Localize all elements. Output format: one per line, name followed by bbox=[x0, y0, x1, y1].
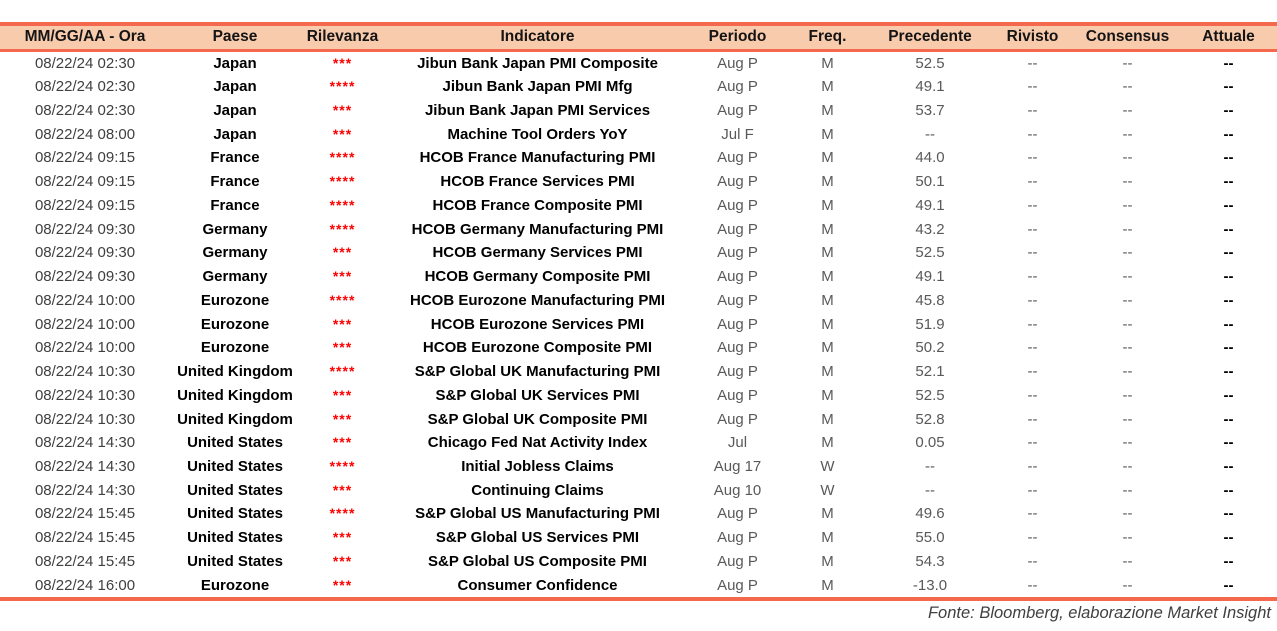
cell-revised: -- bbox=[1027, 505, 1038, 523]
cell-datetime: 08/22/24 02:30 bbox=[34, 101, 136, 119]
cell-consensus: -- bbox=[1122, 434, 1133, 452]
cell-previous: 0.05 bbox=[915, 434, 945, 452]
cell-freq: M bbox=[821, 363, 834, 381]
cell-datetime: 08/22/24 16:00 bbox=[34, 576, 136, 594]
cell-previous: 52.1 bbox=[915, 363, 945, 381]
header-row bbox=[0, 24, 1277, 50]
table-row bbox=[0, 574, 1277, 600]
cell-previous: 51.9 bbox=[915, 315, 945, 333]
cell-actual: -- bbox=[1223, 54, 1234, 72]
cell-consensus: -- bbox=[1122, 244, 1133, 262]
economic-calendar-table bbox=[0, 22, 1277, 601]
cell-period: Aug P bbox=[717, 54, 758, 72]
cell-indicator: HCOB France Composite PMI bbox=[432, 196, 643, 214]
cell-freq: M bbox=[821, 315, 834, 333]
cell-stars: **** bbox=[329, 505, 356, 522]
cell-revised: -- bbox=[1027, 291, 1038, 309]
cell-previous: 53.7 bbox=[915, 101, 945, 119]
cell-period: Aug P bbox=[717, 410, 758, 428]
cell-period: Aug P bbox=[717, 339, 758, 357]
table-row bbox=[0, 431, 1277, 455]
cell-datetime: 08/22/24 09:15 bbox=[34, 196, 136, 214]
cell-actual: -- bbox=[1223, 505, 1234, 523]
cell-actual: -- bbox=[1223, 457, 1234, 475]
cell-freq: M bbox=[821, 529, 834, 547]
cell-freq: W bbox=[820, 457, 835, 475]
cell-period: Jul F bbox=[721, 125, 754, 143]
col-header-previous: Precedente bbox=[870, 24, 990, 50]
cell-period: Aug P bbox=[717, 576, 758, 594]
cell-previous: 52.5 bbox=[915, 54, 945, 72]
cell-indicator: HCOB Eurozone Manufacturing PMI bbox=[410, 291, 665, 309]
table-row bbox=[0, 550, 1277, 574]
cell-previous: 54.3 bbox=[915, 552, 945, 570]
cell-consensus: -- bbox=[1122, 268, 1133, 286]
cell-country: France bbox=[210, 173, 260, 191]
cell-consensus: -- bbox=[1122, 173, 1133, 191]
cell-period: Aug P bbox=[717, 268, 758, 286]
cell-actual: -- bbox=[1223, 339, 1234, 357]
cell-datetime: 08/22/24 10:30 bbox=[34, 386, 136, 404]
cell-datetime: 08/22/24 14:30 bbox=[34, 481, 136, 499]
cell-previous: -13.0 bbox=[912, 576, 948, 594]
cell-indicator: HCOB France Manufacturing PMI bbox=[419, 149, 656, 167]
col-header-country: Paese bbox=[170, 24, 300, 50]
cell-country: United Kingdom bbox=[177, 410, 293, 428]
cell-period: Aug 17 bbox=[713, 457, 762, 475]
table-row bbox=[0, 241, 1277, 265]
cell-revised: -- bbox=[1027, 552, 1038, 570]
cell-country: Germany bbox=[202, 220, 268, 238]
table-row bbox=[0, 75, 1277, 99]
cell-freq: M bbox=[821, 196, 834, 214]
cell-freq: M bbox=[821, 576, 834, 594]
cell-actual: -- bbox=[1223, 220, 1234, 238]
cell-actual: -- bbox=[1223, 101, 1234, 119]
cell-indicator: Continuing Claims bbox=[471, 481, 604, 499]
cell-country: Japan bbox=[213, 101, 257, 119]
col-header-period: Periodo bbox=[690, 24, 785, 50]
table-row bbox=[0, 384, 1277, 408]
cell-consensus: -- bbox=[1122, 529, 1133, 547]
cell-previous: 49.6 bbox=[915, 505, 945, 523]
cell-datetime: 08/22/24 10:30 bbox=[34, 410, 136, 428]
cell-country: Japan bbox=[213, 125, 257, 143]
table-row bbox=[0, 408, 1277, 432]
cell-period: Aug P bbox=[717, 529, 758, 547]
cell-stars: *** bbox=[332, 410, 353, 427]
table-row bbox=[0, 336, 1277, 360]
cell-actual: -- bbox=[1223, 196, 1234, 214]
cell-actual: -- bbox=[1223, 291, 1234, 309]
cell-revised: -- bbox=[1027, 481, 1038, 499]
cell-stars: *** bbox=[332, 315, 353, 332]
cell-previous: 49.1 bbox=[915, 78, 945, 96]
cell-revised: -- bbox=[1027, 457, 1038, 475]
col-header-frequency: Freq. bbox=[785, 24, 870, 50]
cell-actual: -- bbox=[1223, 78, 1234, 96]
cell-country: Eurozone bbox=[200, 339, 270, 357]
cell-country: United States bbox=[187, 505, 283, 523]
cell-country: United States bbox=[187, 552, 283, 570]
cell-consensus: -- bbox=[1122, 386, 1133, 404]
cell-freq: M bbox=[821, 54, 834, 72]
table-row bbox=[0, 502, 1277, 526]
cell-indicator: HCOB Germany Composite PMI bbox=[424, 268, 651, 286]
cell-consensus: -- bbox=[1122, 481, 1133, 499]
cell-stars: **** bbox=[329, 291, 356, 308]
cell-country: United States bbox=[187, 434, 283, 452]
cell-consensus: -- bbox=[1122, 78, 1133, 96]
cell-actual: -- bbox=[1223, 149, 1234, 167]
col-header-relevance: Rilevanza bbox=[300, 24, 385, 50]
cell-consensus: -- bbox=[1122, 315, 1133, 333]
cell-freq: M bbox=[821, 339, 834, 357]
cell-datetime: 08/22/24 14:30 bbox=[34, 457, 136, 475]
cell-freq: M bbox=[821, 125, 834, 143]
cell-indicator: Consumer Confidence bbox=[457, 576, 618, 594]
cell-previous: 49.1 bbox=[915, 268, 945, 286]
table-row bbox=[0, 146, 1277, 170]
cell-revised: -- bbox=[1027, 576, 1038, 594]
cell-indicator: HCOB Germany Services PMI bbox=[432, 244, 643, 262]
cell-consensus: -- bbox=[1122, 552, 1133, 570]
cell-revised: -- bbox=[1027, 54, 1038, 72]
cell-datetime: 08/22/24 09:30 bbox=[34, 244, 136, 262]
cell-freq: M bbox=[821, 434, 834, 452]
cell-period: Aug P bbox=[717, 149, 758, 167]
cell-freq: M bbox=[821, 410, 834, 428]
cell-freq: M bbox=[821, 149, 834, 167]
cell-datetime: 08/22/24 09:30 bbox=[34, 268, 136, 286]
cell-actual: -- bbox=[1223, 173, 1234, 191]
cell-indicator: S&P Global US Services PMI bbox=[435, 529, 640, 547]
cell-country: France bbox=[210, 196, 260, 214]
cell-revised: -- bbox=[1027, 410, 1038, 428]
cell-indicator: Jibun Bank Japan PMI Mfg bbox=[442, 78, 633, 96]
cell-stars: **** bbox=[329, 78, 356, 95]
cell-previous: -- bbox=[925, 481, 935, 499]
cell-previous: 55.0 bbox=[915, 529, 945, 547]
cell-freq: M bbox=[821, 220, 834, 238]
cell-stars: **** bbox=[329, 149, 356, 166]
cell-country: Japan bbox=[213, 54, 257, 72]
cell-freq: M bbox=[821, 268, 834, 286]
cell-stars: *** bbox=[332, 125, 353, 142]
cell-consensus: -- bbox=[1122, 196, 1133, 214]
cell-datetime: 08/22/24 02:30 bbox=[34, 78, 136, 96]
cell-indicator: Chicago Fed Nat Activity Index bbox=[427, 434, 648, 452]
cell-previous: 43.2 bbox=[915, 220, 945, 238]
cell-period: Aug P bbox=[717, 552, 758, 570]
cell-actual: -- bbox=[1223, 125, 1234, 143]
cell-period: Aug P bbox=[717, 363, 758, 381]
cell-period: Aug P bbox=[717, 196, 758, 214]
cell-revised: -- bbox=[1027, 339, 1038, 357]
table-row bbox=[0, 289, 1277, 313]
cell-actual: -- bbox=[1223, 434, 1234, 452]
cell-freq: M bbox=[821, 505, 834, 523]
cell-stars: *** bbox=[332, 434, 353, 451]
cell-country: Japan bbox=[213, 78, 257, 96]
cell-indicator: HCOB Germany Manufacturing PMI bbox=[411, 220, 664, 238]
cell-revised: -- bbox=[1027, 78, 1038, 96]
cell-revised: -- bbox=[1027, 434, 1038, 452]
cell-actual: -- bbox=[1223, 268, 1234, 286]
cell-indicator: Jibun Bank Japan PMI Composite bbox=[417, 54, 658, 72]
cell-country: France bbox=[210, 149, 260, 167]
cell-revised: -- bbox=[1027, 363, 1038, 381]
cell-indicator: S&P Global UK Composite PMI bbox=[427, 410, 648, 428]
table-row bbox=[0, 265, 1277, 289]
cell-indicator: HCOB France Services PMI bbox=[440, 173, 635, 191]
cell-datetime: 08/22/24 02:30 bbox=[34, 54, 136, 72]
table-row bbox=[0, 526, 1277, 550]
cell-stars: **** bbox=[329, 457, 356, 474]
cell-consensus: -- bbox=[1122, 101, 1133, 119]
cell-actual: -- bbox=[1223, 481, 1234, 499]
cell-revised: -- bbox=[1027, 101, 1038, 119]
cell-stars: *** bbox=[332, 481, 353, 498]
cell-freq: M bbox=[821, 291, 834, 309]
cell-indicator: S&P Global UK Manufacturing PMI bbox=[414, 363, 661, 381]
cell-consensus: -- bbox=[1122, 339, 1133, 357]
cell-country: United States bbox=[187, 529, 283, 547]
cell-period: Aug P bbox=[717, 101, 758, 119]
cell-stars: **** bbox=[329, 173, 356, 190]
cell-previous: -- bbox=[925, 457, 935, 475]
cell-indicator: HCOB Eurozone Composite PMI bbox=[422, 339, 653, 357]
cell-revised: -- bbox=[1027, 149, 1038, 167]
table-body bbox=[0, 50, 1277, 599]
cell-revised: -- bbox=[1027, 125, 1038, 143]
source-note: Fonte: Bloomberg, elaborazione Market Insight bbox=[927, 604, 1271, 623]
cell-previous: -- bbox=[925, 125, 935, 143]
cell-previous: 45.8 bbox=[915, 291, 945, 309]
cell-indicator: S&P Global US Composite PMI bbox=[428, 552, 647, 570]
cell-country: Germany bbox=[202, 244, 268, 262]
cell-actual: -- bbox=[1223, 410, 1234, 428]
cell-period: Aug P bbox=[717, 173, 758, 191]
cell-period: Aug P bbox=[717, 220, 758, 238]
cell-stars: *** bbox=[332, 552, 353, 569]
cell-freq: M bbox=[821, 386, 834, 404]
table-row bbox=[0, 455, 1277, 479]
cell-consensus: -- bbox=[1122, 505, 1133, 523]
cell-period: Aug P bbox=[717, 315, 758, 333]
cell-consensus: -- bbox=[1122, 291, 1133, 309]
cell-datetime: 08/22/24 15:45 bbox=[34, 505, 136, 523]
cell-freq: M bbox=[821, 173, 834, 191]
cell-revised: -- bbox=[1027, 220, 1038, 238]
cell-country: United Kingdom bbox=[177, 386, 293, 404]
cell-stars: *** bbox=[332, 386, 353, 403]
cell-datetime: 08/22/24 10:30 bbox=[34, 363, 136, 381]
cell-stars: *** bbox=[332, 54, 353, 71]
cell-datetime: 08/22/24 08:00 bbox=[34, 125, 136, 143]
col-header-actual: Attuale bbox=[1180, 24, 1277, 50]
table-row bbox=[0, 313, 1277, 337]
cell-freq: M bbox=[821, 101, 834, 119]
cell-datetime: 08/22/24 09:30 bbox=[34, 220, 136, 238]
cell-revised: -- bbox=[1027, 244, 1038, 262]
cell-revised: -- bbox=[1027, 315, 1038, 333]
cell-previous: 44.0 bbox=[915, 149, 945, 167]
cell-consensus: -- bbox=[1122, 149, 1133, 167]
cell-indicator: Jibun Bank Japan PMI Services bbox=[424, 101, 651, 119]
table-row bbox=[0, 50, 1277, 75]
cell-period: Aug 10 bbox=[713, 481, 762, 499]
cell-stars: **** bbox=[329, 220, 356, 237]
cell-datetime: 08/22/24 15:45 bbox=[34, 529, 136, 547]
cell-stars: *** bbox=[332, 576, 353, 593]
cell-previous: 52.5 bbox=[915, 386, 945, 404]
cell-datetime: 08/22/24 09:15 bbox=[34, 149, 136, 167]
cell-consensus: -- bbox=[1122, 410, 1133, 428]
table-row bbox=[0, 170, 1277, 194]
cell-actual: -- bbox=[1223, 315, 1234, 333]
cell-stars: *** bbox=[332, 339, 353, 356]
cell-period: Aug P bbox=[717, 78, 758, 96]
table-row bbox=[0, 218, 1277, 242]
cell-country: Eurozone bbox=[200, 576, 270, 594]
cell-consensus: -- bbox=[1122, 125, 1133, 143]
cell-indicator: Initial Jobless Claims bbox=[461, 457, 614, 475]
cell-indicator: HCOB Eurozone Services PMI bbox=[430, 315, 645, 333]
cell-period: Aug P bbox=[717, 244, 758, 262]
cell-period: Aug P bbox=[717, 291, 758, 309]
cell-freq: M bbox=[821, 552, 834, 570]
cell-country: United Kingdom bbox=[177, 363, 293, 381]
cell-actual: -- bbox=[1223, 552, 1234, 570]
col-header-consensus: Consensus bbox=[1075, 24, 1180, 50]
cell-consensus: -- bbox=[1122, 220, 1133, 238]
cell-country: United States bbox=[187, 481, 283, 499]
cell-country: Eurozone bbox=[200, 315, 270, 333]
cell-country: United States bbox=[187, 457, 283, 475]
cell-period: Jul bbox=[727, 434, 748, 452]
cell-revised: -- bbox=[1027, 173, 1038, 191]
cell-previous: 50.2 bbox=[915, 339, 945, 357]
table-row bbox=[0, 123, 1277, 147]
cell-freq: W bbox=[820, 481, 835, 499]
cell-stars: *** bbox=[332, 529, 353, 546]
cell-actual: -- bbox=[1223, 576, 1234, 594]
cell-previous: 49.1 bbox=[915, 196, 945, 214]
cell-indicator: Machine Tool Orders YoY bbox=[447, 125, 628, 143]
col-header-datetime: MM/GG/AA - Ora bbox=[0, 24, 170, 50]
cell-previous: 50.1 bbox=[915, 173, 945, 191]
cell-country: Germany bbox=[202, 268, 268, 286]
cell-indicator: S&P Global UK Services PMI bbox=[435, 386, 640, 404]
cell-datetime: 08/22/24 15:45 bbox=[34, 552, 136, 570]
top-margin bbox=[0, 0, 1277, 22]
cell-consensus: -- bbox=[1122, 363, 1133, 381]
cell-consensus: -- bbox=[1122, 54, 1133, 72]
cell-stars: *** bbox=[332, 268, 353, 285]
cell-datetime: 08/22/24 09:15 bbox=[34, 173, 136, 191]
cell-datetime: 08/22/24 10:00 bbox=[34, 315, 136, 333]
table-row bbox=[0, 194, 1277, 218]
cell-freq: M bbox=[821, 244, 834, 262]
cell-stars: **** bbox=[329, 363, 356, 380]
cell-revised: -- bbox=[1027, 529, 1038, 547]
cell-datetime: 08/22/24 14:30 bbox=[34, 434, 136, 452]
table-row bbox=[0, 360, 1277, 384]
cell-revised: -- bbox=[1027, 386, 1038, 404]
cell-consensus: -- bbox=[1122, 576, 1133, 594]
cell-actual: -- bbox=[1223, 363, 1234, 381]
cell-actual: -- bbox=[1223, 244, 1234, 262]
table-row bbox=[0, 479, 1277, 503]
cell-revised: -- bbox=[1027, 268, 1038, 286]
col-header-revised: Rivisto bbox=[990, 24, 1075, 50]
cell-stars: **** bbox=[329, 196, 356, 213]
cell-period: Aug P bbox=[717, 505, 758, 523]
cell-indicator: S&P Global US Manufacturing PMI bbox=[415, 505, 660, 523]
cell-revised: -- bbox=[1027, 196, 1038, 214]
cell-country: Eurozone bbox=[200, 291, 270, 309]
cell-consensus: -- bbox=[1122, 457, 1133, 475]
cell-freq: M bbox=[821, 78, 834, 96]
cell-previous: 52.8 bbox=[915, 410, 945, 428]
cell-datetime: 08/22/24 10:00 bbox=[34, 291, 136, 309]
table-row bbox=[0, 99, 1277, 123]
col-header-indicator: Indicatore bbox=[385, 24, 690, 50]
cell-period: Aug P bbox=[717, 386, 758, 404]
cell-actual: -- bbox=[1223, 386, 1234, 404]
cell-actual: -- bbox=[1223, 529, 1234, 547]
cell-stars: *** bbox=[332, 101, 353, 118]
cell-previous: 52.5 bbox=[915, 244, 945, 262]
cell-stars: *** bbox=[332, 244, 353, 261]
cell-datetime: 08/22/24 10:00 bbox=[34, 339, 136, 357]
